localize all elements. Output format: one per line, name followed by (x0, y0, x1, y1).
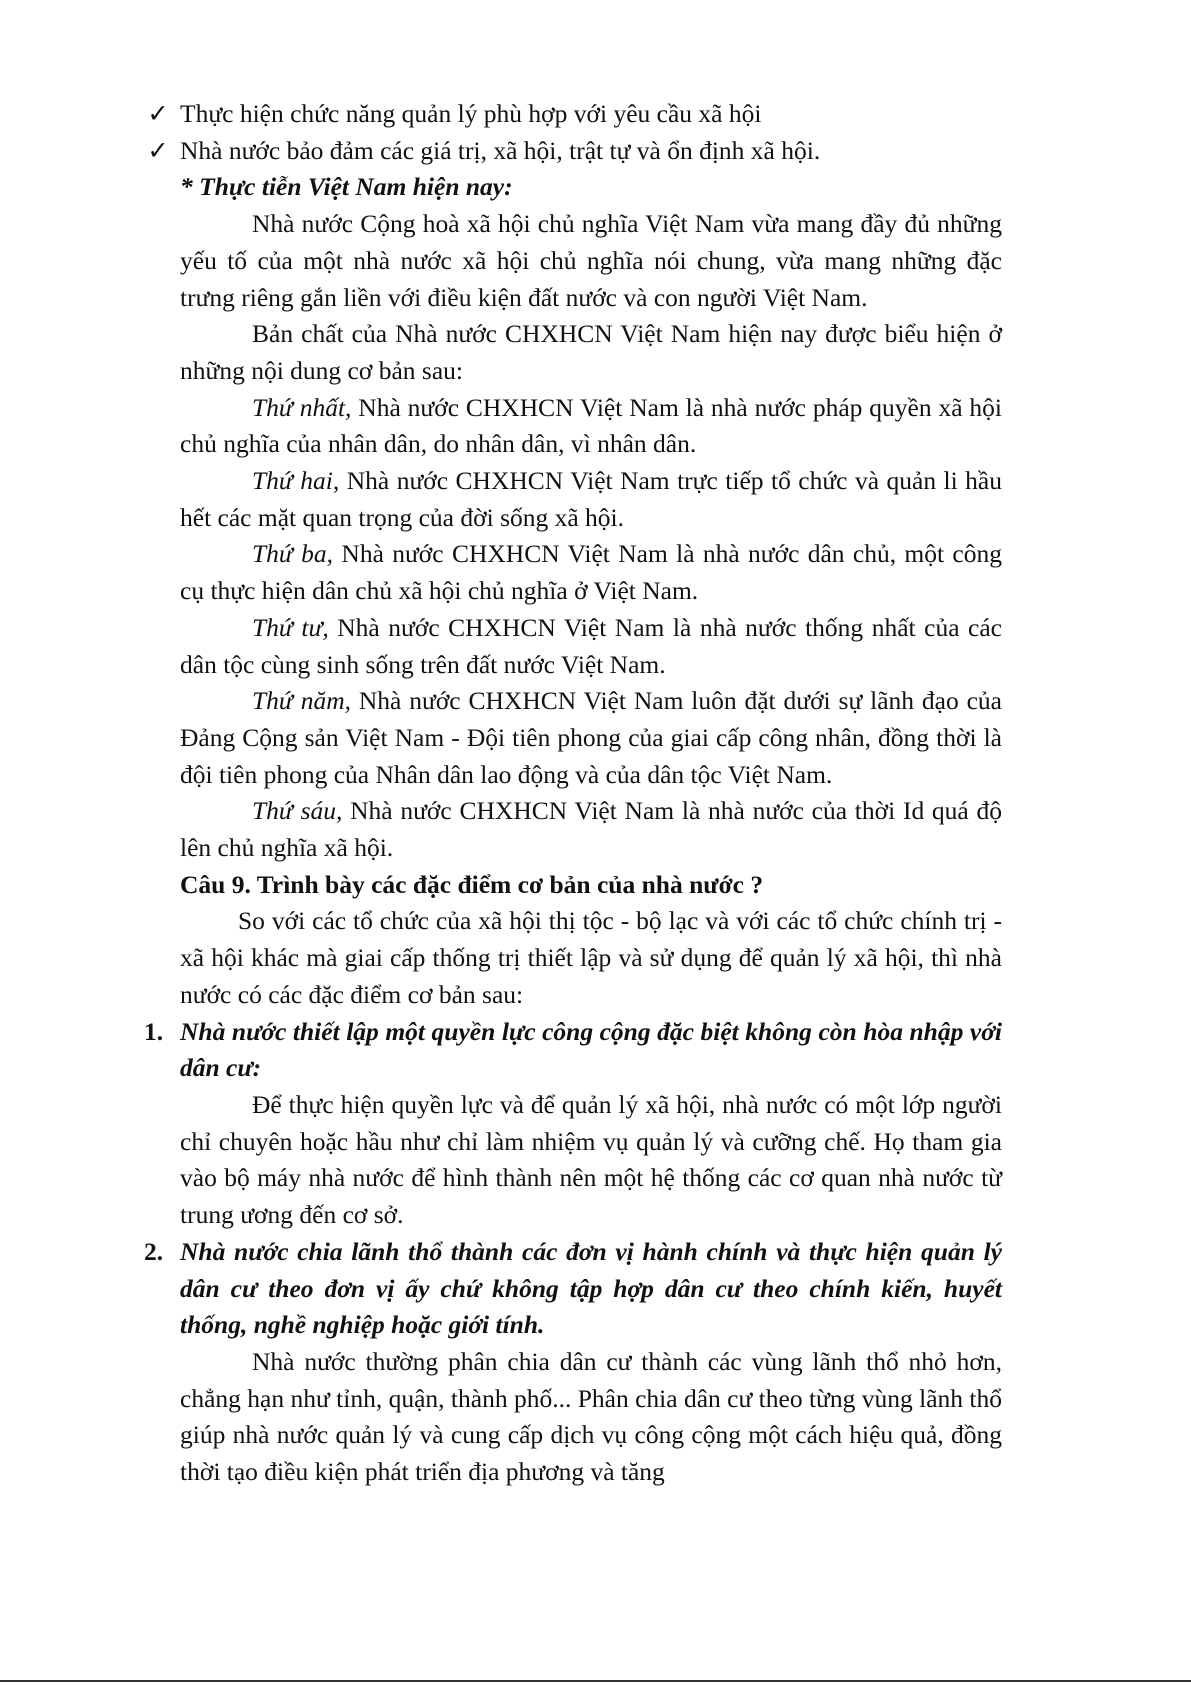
checklist-item-text: Nhà nước bảo đảm các giá trị, xã hội, trật tự và ổn định xã hội. (180, 135, 821, 165)
feature-title-text: Nhà nước thiết lập một quyền lực công cộng đặc biệt không còn hòa nhập với dân cư: (180, 1016, 1002, 1083)
point-paragraph (180, 390, 1002, 463)
feature-body: Nhà nước thường phân chia dân cư thành các vùng lãnh thổ nhỏ hơn, chẳng hạn như tỉnh, quận, thành phố... Phân chia dân cư theo từng vùng lãnh thổ giúp nhà nước quản lý và cung cấp dịch vụ công cộng một cách hiệu quả, đồng thời tạo điều kiện phát triển địa phương và tăng (180, 1346, 1002, 1487)
paragraph-nature: Bản chất của Nhà nước CHXHCN Việt Nam hiện nay được biểu hiện ở những nội dung cơ bản sau: (180, 319, 1002, 385)
checklist-item-text: Thực hiện chức năng quản lý phù hợp với yêu cầu xã hội (180, 99, 762, 128)
point-text: Nhà nước CHXHCN Việt Nam luôn đặt dưới sự lãnh đạo của Đảng Cộng sản Việt Nam - Đội tiên phong của giai cấp công nhân, đồng thời là đội tiên phong của Nhân dân lao động và của dân tộc Việt Nam. (180, 686, 1002, 789)
point-lead: Thứ tư, (252, 612, 329, 642)
point-lead: Thứ sáu, (252, 796, 343, 826)
page-bottom-rule (0, 1680, 1191, 1682)
question-heading: Câu 9. Trình bày các đặc điểm cơ bản của nhà nước ? (180, 869, 764, 899)
feature-number: 1. (144, 1016, 164, 1046)
feature-title (144, 1234, 1002, 1344)
checkmark-icon: ✓ (147, 135, 169, 165)
point-lead: Thứ ba, (252, 539, 334, 569)
point-lead: Thứ hai, (252, 466, 340, 496)
checklist-item (147, 96, 1002, 133)
section-heading-vietnam: * Thực tiễn Việt Nam hiện nay: (180, 172, 513, 202)
point-paragraph (180, 610, 1002, 683)
point-text: Nhà nước CHXHCN Việt Nam trực tiếp tổ chức và quản li hầu hết các mặt quan trọng của đời sống xã hội. (180, 466, 1002, 532)
paragraph-intro: Nhà nước Cộng hoà xã hội chủ nghĩa Việt Nam vừa mang đầy đủ những yếu tố của một nhà nước xã hội chủ nghĩa nói chung, vừa mang những đặc trưng riêng gắn liền với điều kiện đất nước và con người Việt Nam. (180, 209, 1002, 312)
point-lead: Thứ nhất, (252, 392, 352, 422)
feature-title (144, 1014, 1002, 1087)
feature-number: 2. (144, 1236, 164, 1266)
point-lead: Thứ năm, (252, 686, 352, 716)
point-paragraph (180, 536, 1002, 609)
question-intro: So với các tổ chức của xã hội thị tộc - bộ lạc và với các tổ chức chính trị - xã hội khác mà giai cấp thống trị thiết lập và sử dụng để quản lý xã hội, thì nhà nước có các đặc điểm cơ bản sau: (180, 906, 1002, 1009)
point-text: Nhà nước CHXHCN Việt Nam là nhà nước của thời Id quá độ lên chủ nghĩa xã hội. (180, 796, 1002, 863)
checkmark-icon: ✓ (147, 99, 169, 128)
point-text: Nhà nước CHXHCN Việt Nam là nhà nước pháp quyền xã hội chủ nghĩa của nhân dân, do nhân dân, vì nhân dân. (180, 392, 1002, 459)
point-paragraph (180, 793, 1002, 866)
point-paragraph (180, 683, 1002, 793)
feature-body: Để thực hiện quyền lực và để quản lý xã hội, nhà nước có một lớp người chỉ chuyên hoặc hầu như chỉ làm nhiệm vụ quản lý và cưỡng chế. Họ tham gia vào bộ máy nhà nước để hình thành nên một hệ thống các cơ quan nhà nước từ trung ương đến cơ sở. (180, 1089, 1002, 1230)
point-paragraph (180, 463, 1002, 536)
point-text: Nhà nước CHXHCN Việt Nam là nhà nước thống nhất của các dân tộc cùng sinh sống trên đất nước Việt Nam. (180, 612, 1002, 679)
feature-title-text: Nhà nước chia lãnh thổ thành các đơn vị hành chính và thực hiện quản lý dân cư theo đơn vị ấy chứ không tập hợp dân cư theo chính kiến, huyết thống, nghề nghiệp hoặc giới tính. (180, 1236, 1002, 1340)
point-text: Nhà nước CHXHCN Việt Nam là nhà nước dân chủ, một công cụ thực hiện dân chủ xã hội chủ nghĩa ở Việt Nam. (180, 539, 1003, 606)
document-body (144, 96, 1003, 1491)
checklist-item (147, 133, 1002, 170)
